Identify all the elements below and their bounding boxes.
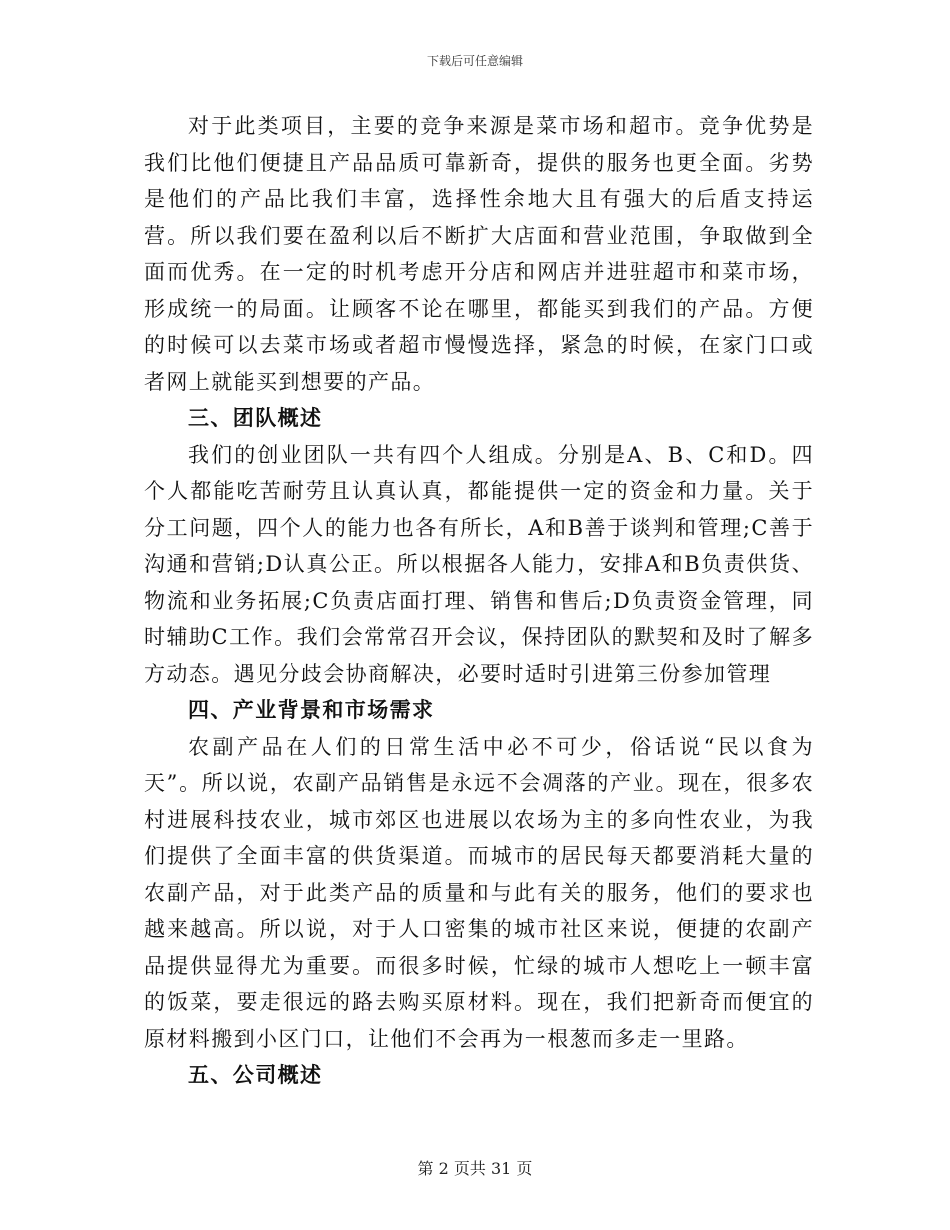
paragraph-competition: 对于此类项目，主要的竞争来源是菜市场和超市。竞争优势是我们比他们便捷且产品品质可靠新奇，提供的服务也更全面。劣势是他们的产品比我们丰富，选择性余地大且有强大的后盾支持运营。所以我们要在盈利以后不断扩大店面和营业范围，争取做到全面而优秀。在一定的时机考虑开分店和网店并进驻超市和菜市场，形成统一的局面。让顾客不论在哪里，都能买到我们的产品。方便的时候可以去菜市场或者超市慢慢选择，紧急的时候，在家门口或者网上就能买到想要的产品。 (144, 114, 814, 394)
paragraph-team: 我们的创业团队一共有四个人组成。分别是A、B、C和D。四个人都能吃苦耐劳且认真认真，都能提供一定的资金和力量。关于分工问题，四个人的能力也各有所长，A和B善于谈判和管理;C善于沟通和营销;D认真公正。所以根据各人能力，安排A和B负责供货、物流和业务拓展;C负责店面打理、销售和售后;D负责资金管理，同时辅助C工作。我们会常常召开会议，保持团队的默契和及时了解多方动态。遇见分歧会协商解决，必要时适时引进第三份参加管理 (144, 442, 814, 686)
section-heading-company: 五、公司概述 (188, 1062, 323, 1087)
section-heading-market: 四、产业背景和市场需求 (188, 697, 435, 722)
page-header: 下载后可任意编辑 (426, 54, 523, 68)
document-body (144, 108, 814, 1094)
paragraph-market: 农副产品在人们的日常生活中必不可少，俗话说“民以食为天”。所以说，农副产品销售是永远不会凋落的产业。现在，很多农村进展科技农业，城市郊区也进展以农场为主的多向性农业，为我们提供了全面丰富的供货渠道。而城市的居民每天都要消耗大量的农副产品，对于此类产品的质量和与此有关的服务，他们的要求也越来越高。所以说，对于人口密集的城市社区来说，便捷的农副产品提供显得尤为重要。而很多时候，忙绿的城市人想吃上一顿丰富的饭菜，要走很远的路去购买原材料。现在，我们把新奇而便宜的原材料搬到小区门口，让他们不会再为一根葱而多走一里路。 (144, 734, 814, 1051)
section-heading-team: 三、团队概述 (188, 405, 323, 430)
page-number-footer: 第 2 页共 31 页 (417, 1159, 533, 1178)
